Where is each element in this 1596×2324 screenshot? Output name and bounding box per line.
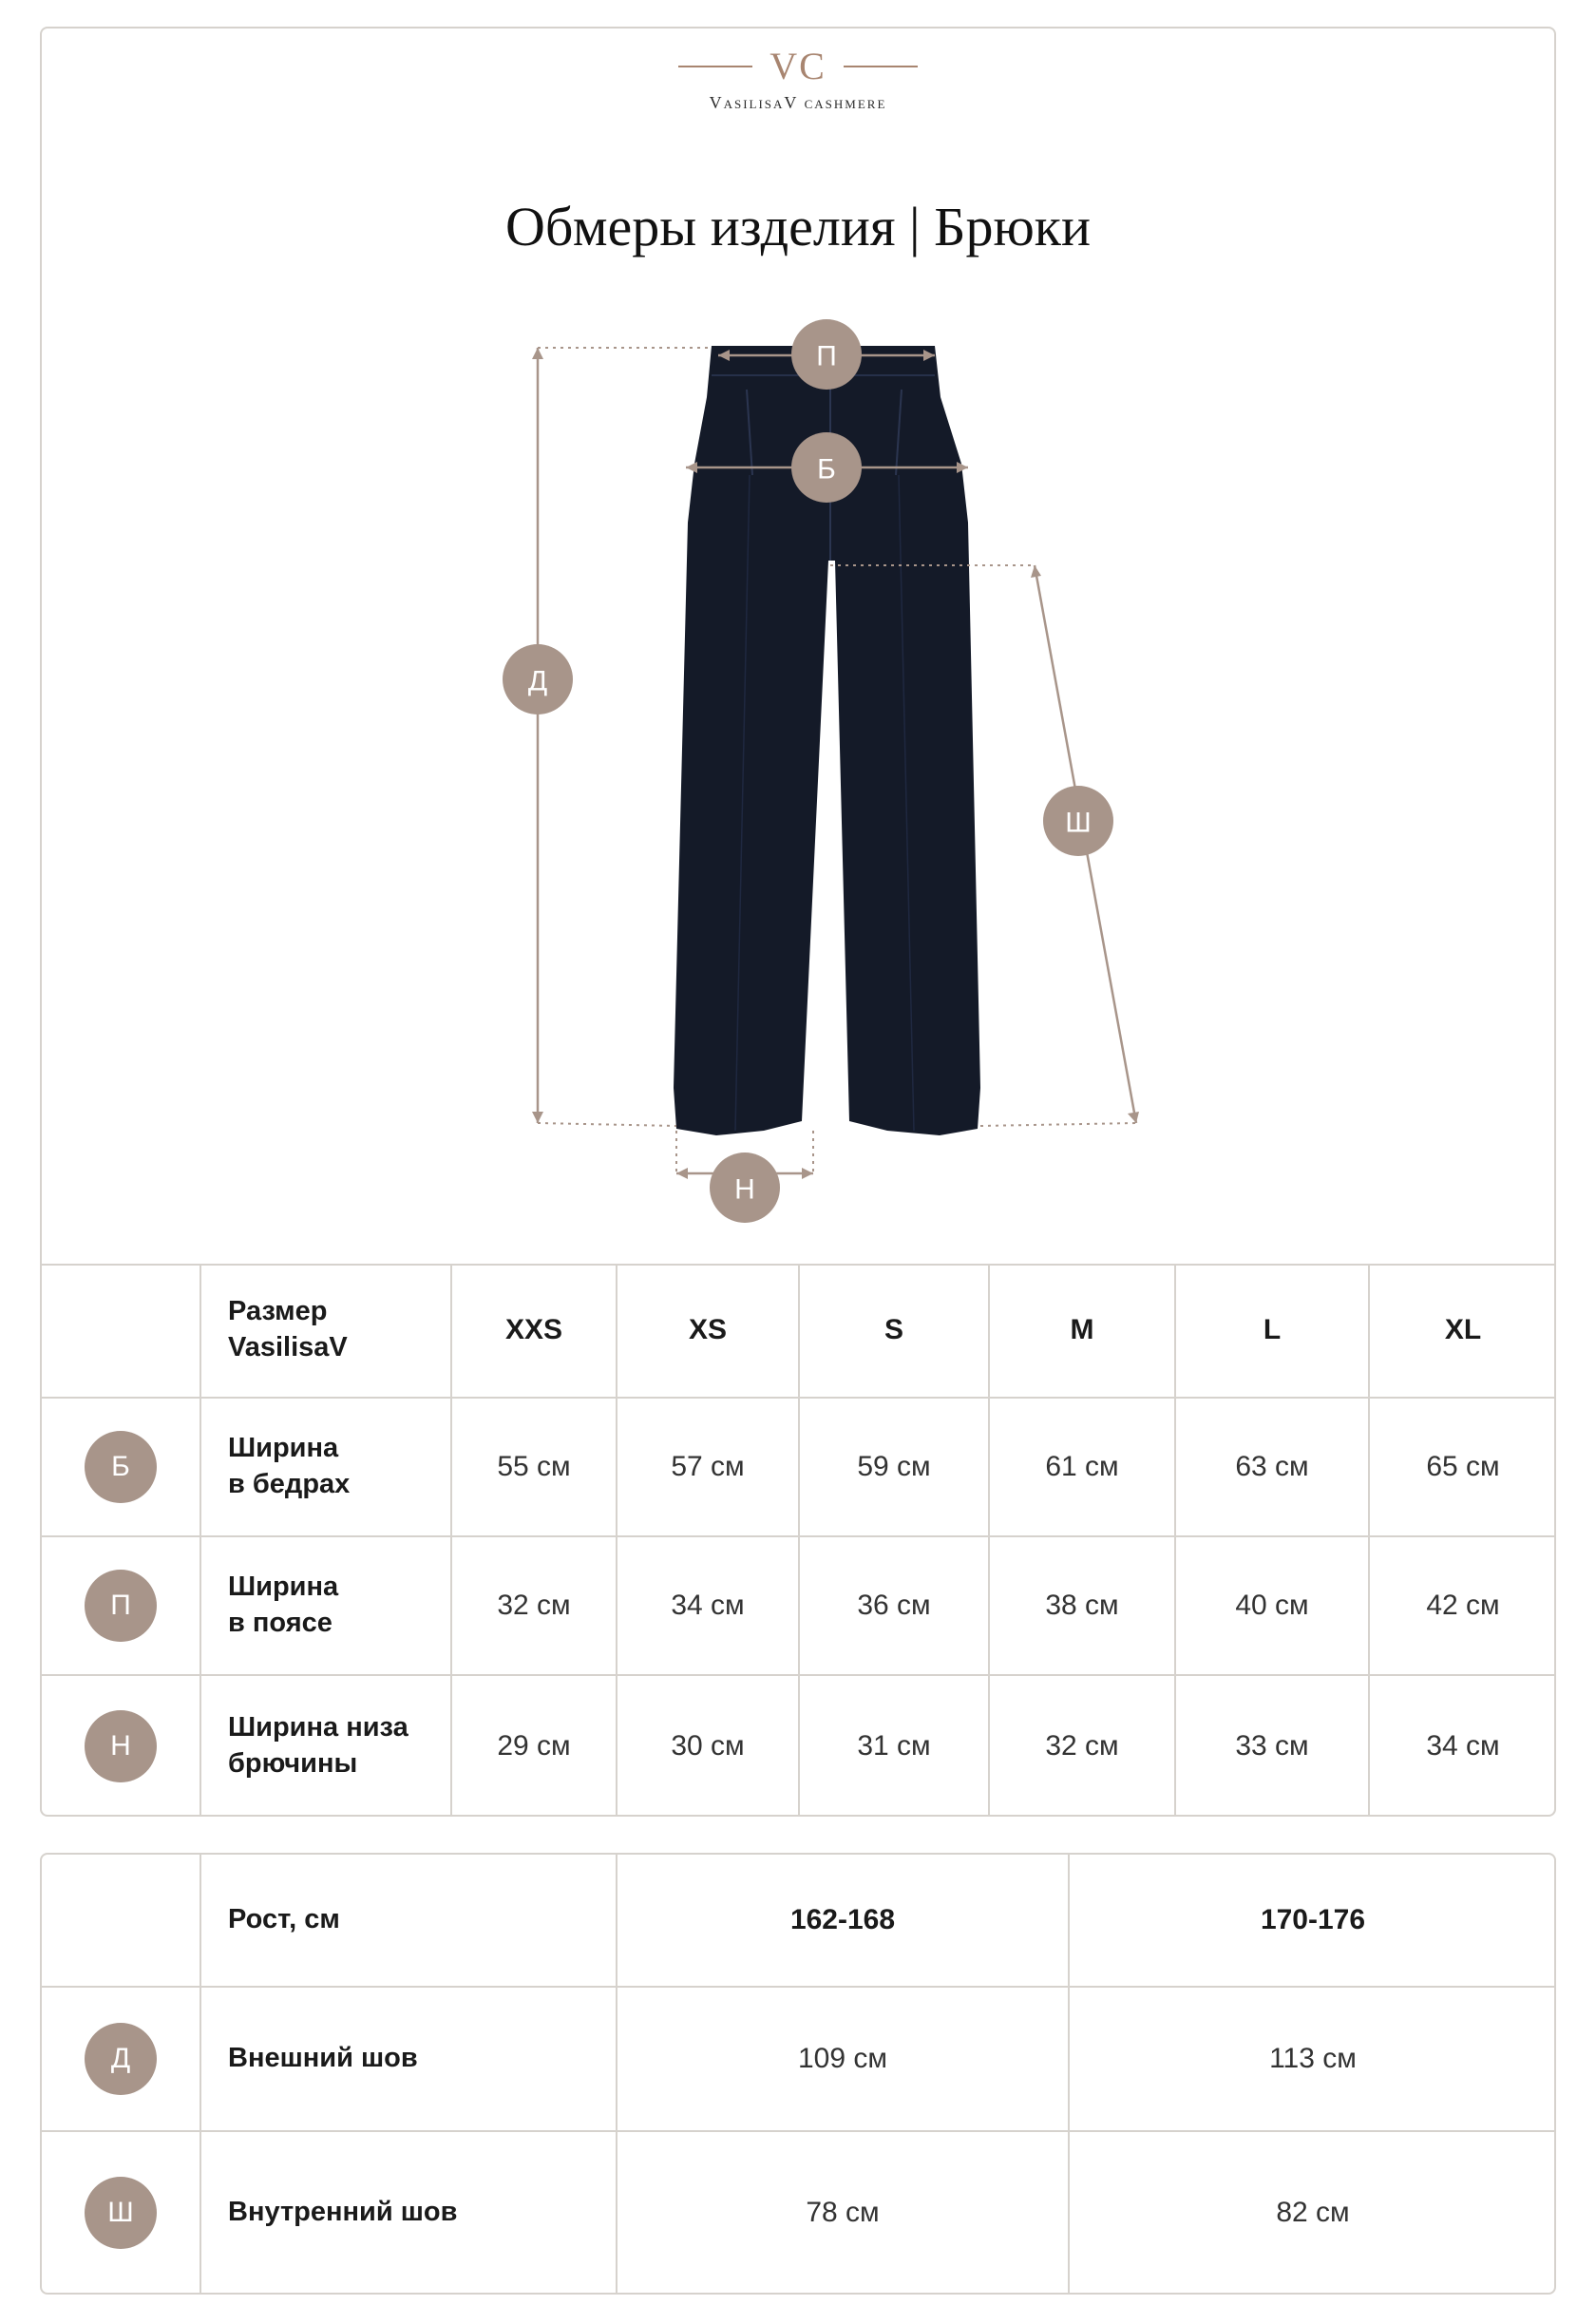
row-label-waist: Ширина в поясе	[228, 1572, 339, 1638]
badge-waist-label: П	[816, 340, 837, 372]
inner-seam-guide-bottom	[980, 1123, 1136, 1126]
badge-hem	[710, 1152, 780, 1223]
badge-waist	[791, 319, 862, 390]
table-cell: 61 см	[1045, 1451, 1119, 1482]
height-card	[40, 1853, 1556, 2295]
size-xs: XS	[688, 1314, 728, 1345]
table-cell: 32 см	[497, 1590, 571, 1621]
size-table	[42, 1264, 1554, 1817]
table-row-inner-badge-cell	[42, 2132, 200, 2293]
table-cell: 40 см	[1235, 1590, 1309, 1621]
badge-outer-seam-row: Д	[85, 2023, 157, 2095]
logo-brand-name: VasilisaV cashmere	[709, 93, 887, 112]
table-cell: 65 см	[1426, 1451, 1500, 1482]
size-xl: XL	[1444, 1314, 1482, 1345]
height-range-1: 162-168	[789, 1904, 896, 1935]
size-xxs: XXS	[504, 1314, 563, 1345]
badge-inner-seam-row: Ш	[85, 2177, 157, 2249]
row-label-inner-seam: Внутренний шов	[228, 2196, 458, 2227]
table-cell: 34 см	[671, 1590, 745, 1621]
height-table	[42, 1855, 1554, 2293]
badge-hips-label: Б	[817, 453, 836, 486]
logo-monogram: VC	[770, 45, 826, 87]
table-cell: 57 см	[671, 1451, 745, 1482]
badge-waist-row: П	[85, 1570, 157, 1642]
row-label-hips: Ширина в бедрах	[228, 1433, 351, 1499]
height-header-label: Рост, см	[228, 1904, 340, 1935]
table-cell: 33 см	[1235, 1730, 1309, 1762]
table-cell: 38 см	[1045, 1590, 1119, 1621]
height-range-2: 170-176	[1260, 1904, 1366, 1935]
table-row-outer-badge-cell	[42, 1988, 200, 2130]
table-cell: 42 см	[1426, 1590, 1500, 1621]
table-cell: 82 см	[1276, 2196, 1350, 2228]
table-cell: 29 см	[497, 1730, 571, 1762]
table-cell: 63 см	[1235, 1451, 1309, 1482]
measurements-card	[40, 27, 1556, 1817]
table-cell: 34 см	[1426, 1730, 1500, 1762]
table-row-waist-badge-cell	[42, 1537, 200, 1674]
badge-hem-row: Н	[85, 1710, 157, 1782]
page-title: Обмеры изделия | Брюки	[504, 196, 1092, 257]
table-cell: 36 см	[857, 1590, 931, 1621]
size-m: M	[1070, 1314, 1094, 1345]
badge-hem-label: Н	[734, 1173, 755, 1206]
table-row-hem-badge-cell	[42, 1676, 200, 1817]
table-cell: 30 см	[671, 1730, 745, 1762]
table-cell: 55 см	[497, 1451, 571, 1482]
row-label-outer-seam: Внешний шов	[228, 2043, 418, 2074]
badge-outer-seam	[503, 644, 573, 714]
size-l: L	[1263, 1314, 1282, 1345]
badge-outer-seam-label: Д	[527, 665, 548, 697]
badge-inner-seam	[1043, 786, 1113, 856]
table-cell: 109 см	[797, 2043, 887, 2074]
row-label-hem: Ширина низа брючины	[228, 1712, 408, 1779]
size-header-label: Размер VasilisaV	[228, 1296, 348, 1362]
table-cell: 59 см	[857, 1451, 931, 1482]
table-cell: 78 см	[806, 2196, 880, 2228]
table-cell: 113 см	[1269, 2043, 1357, 2074]
outer-seam-guide-bottom	[538, 1123, 676, 1126]
trousers-diagram	[42, 29, 1558, 1254]
table-cell: 31 см	[857, 1730, 931, 1762]
badge-hips-row: Б	[85, 1431, 157, 1503]
badge-inner-seam-label: Ш	[1065, 807, 1092, 839]
size-s: S	[884, 1314, 903, 1345]
table-cell: 32 см	[1045, 1730, 1119, 1762]
table-row-hips-badge-cell	[42, 1399, 200, 1535]
badge-hips	[791, 432, 862, 503]
